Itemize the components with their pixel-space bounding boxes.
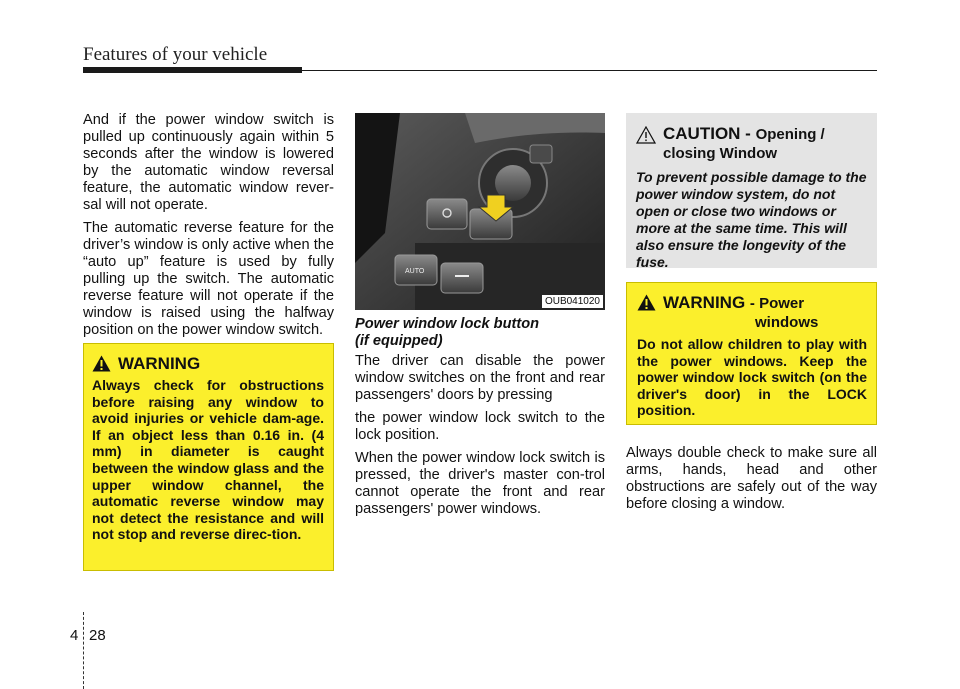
- column-3: [626, 445, 877, 519]
- caution-subtitle-line1: Opening /: [755, 126, 825, 143]
- warning2-heading: [637, 294, 867, 332]
- warning-heading: [92, 355, 324, 373]
- warning-body: Always check for obstructions before raising any window to avoid injuries or vehicle dam-age. If an object less than 0.16 in. (4 mm) in diameter is caught between the window glass and the upper window channel, the automatic reverse window may not detect the resistance and will not stop and reverse direc-tion.: [92, 377, 324, 543]
- paragraph: When the power window lock switch is pressed, the driver's master con-trol cannot operate the front and rear passengers' power windows.: [355, 450, 605, 517]
- figure-code: OUB041020: [542, 295, 603, 308]
- caution-heading: [636, 125, 867, 163]
- lock-button-heading: [355, 316, 605, 350]
- warning2-body: Do not allow children to play with the power windows. Keep the power window lock switch (on the driver's door) in the LOCK position.: [637, 336, 867, 419]
- lock-button-heading-line2: (if equipped): [355, 333, 443, 349]
- section-number: 4: [70, 627, 79, 644]
- warning-triangle-icon: [637, 294, 656, 311]
- header-rule: [302, 70, 877, 71]
- caution-subtitle-line2: closing Window: [663, 145, 778, 162]
- column-1: [83, 112, 334, 345]
- page-header-title: Features of your vehicle: [83, 44, 268, 65]
- auto-label: AUTO: [405, 268, 425, 275]
- warning-triangle-icon: [92, 355, 111, 372]
- lock-button-heading-line1: Power window lock button: [355, 316, 540, 332]
- caution-body: To prevent possible damage to the power window system, do not open or close two windows or more at the same time. This will also ensure the longevity of the fuse.: [636, 169, 867, 270]
- warning2-subtitle-line2: windows: [755, 314, 819, 331]
- door-panel-illustration: [355, 113, 605, 310]
- paragraph: the power window lock switch to the lock position.: [355, 410, 605, 443]
- caution-title: CAUTION -: [663, 124, 751, 143]
- paragraph: And if the power window switch is pulled up continuously again within 5 seconds after the window is lowered by the automatic window reversal feature, the automatic window rever-sal will not operate.: [83, 112, 334, 213]
- paragraph: Always double check to make sure all arms, hands, head and other obstructions are safely out of the way before closing a window.: [626, 445, 877, 512]
- power-window-switch-photo: [355, 113, 605, 310]
- caution-triangle-icon: [636, 126, 656, 144]
- warning-box-obstructions: [83, 343, 334, 571]
- warning-box-power-windows: [626, 282, 877, 425]
- warning-title: WARNING: [118, 354, 201, 373]
- header-bar: [83, 67, 302, 73]
- paragraph: The automatic reverse feature for the driver’s window is only active when the “auto up” feature is used by fully pulling up the switch. The automatic reverse feature will not operate if the window is raised using the halfway position on the power window switch.: [83, 220, 334, 338]
- caution-box: [626, 113, 877, 268]
- column-2: [355, 316, 605, 524]
- warning2-subtitle-line1: - Power: [749, 295, 805, 312]
- page-number: 28: [89, 627, 106, 644]
- footer-divider: [83, 612, 84, 689]
- paragraph: The driver can disable the power window switches on the front and rear passengers' doors by pressing: [355, 353, 605, 403]
- warning2-title: WARNING: [663, 293, 746, 312]
